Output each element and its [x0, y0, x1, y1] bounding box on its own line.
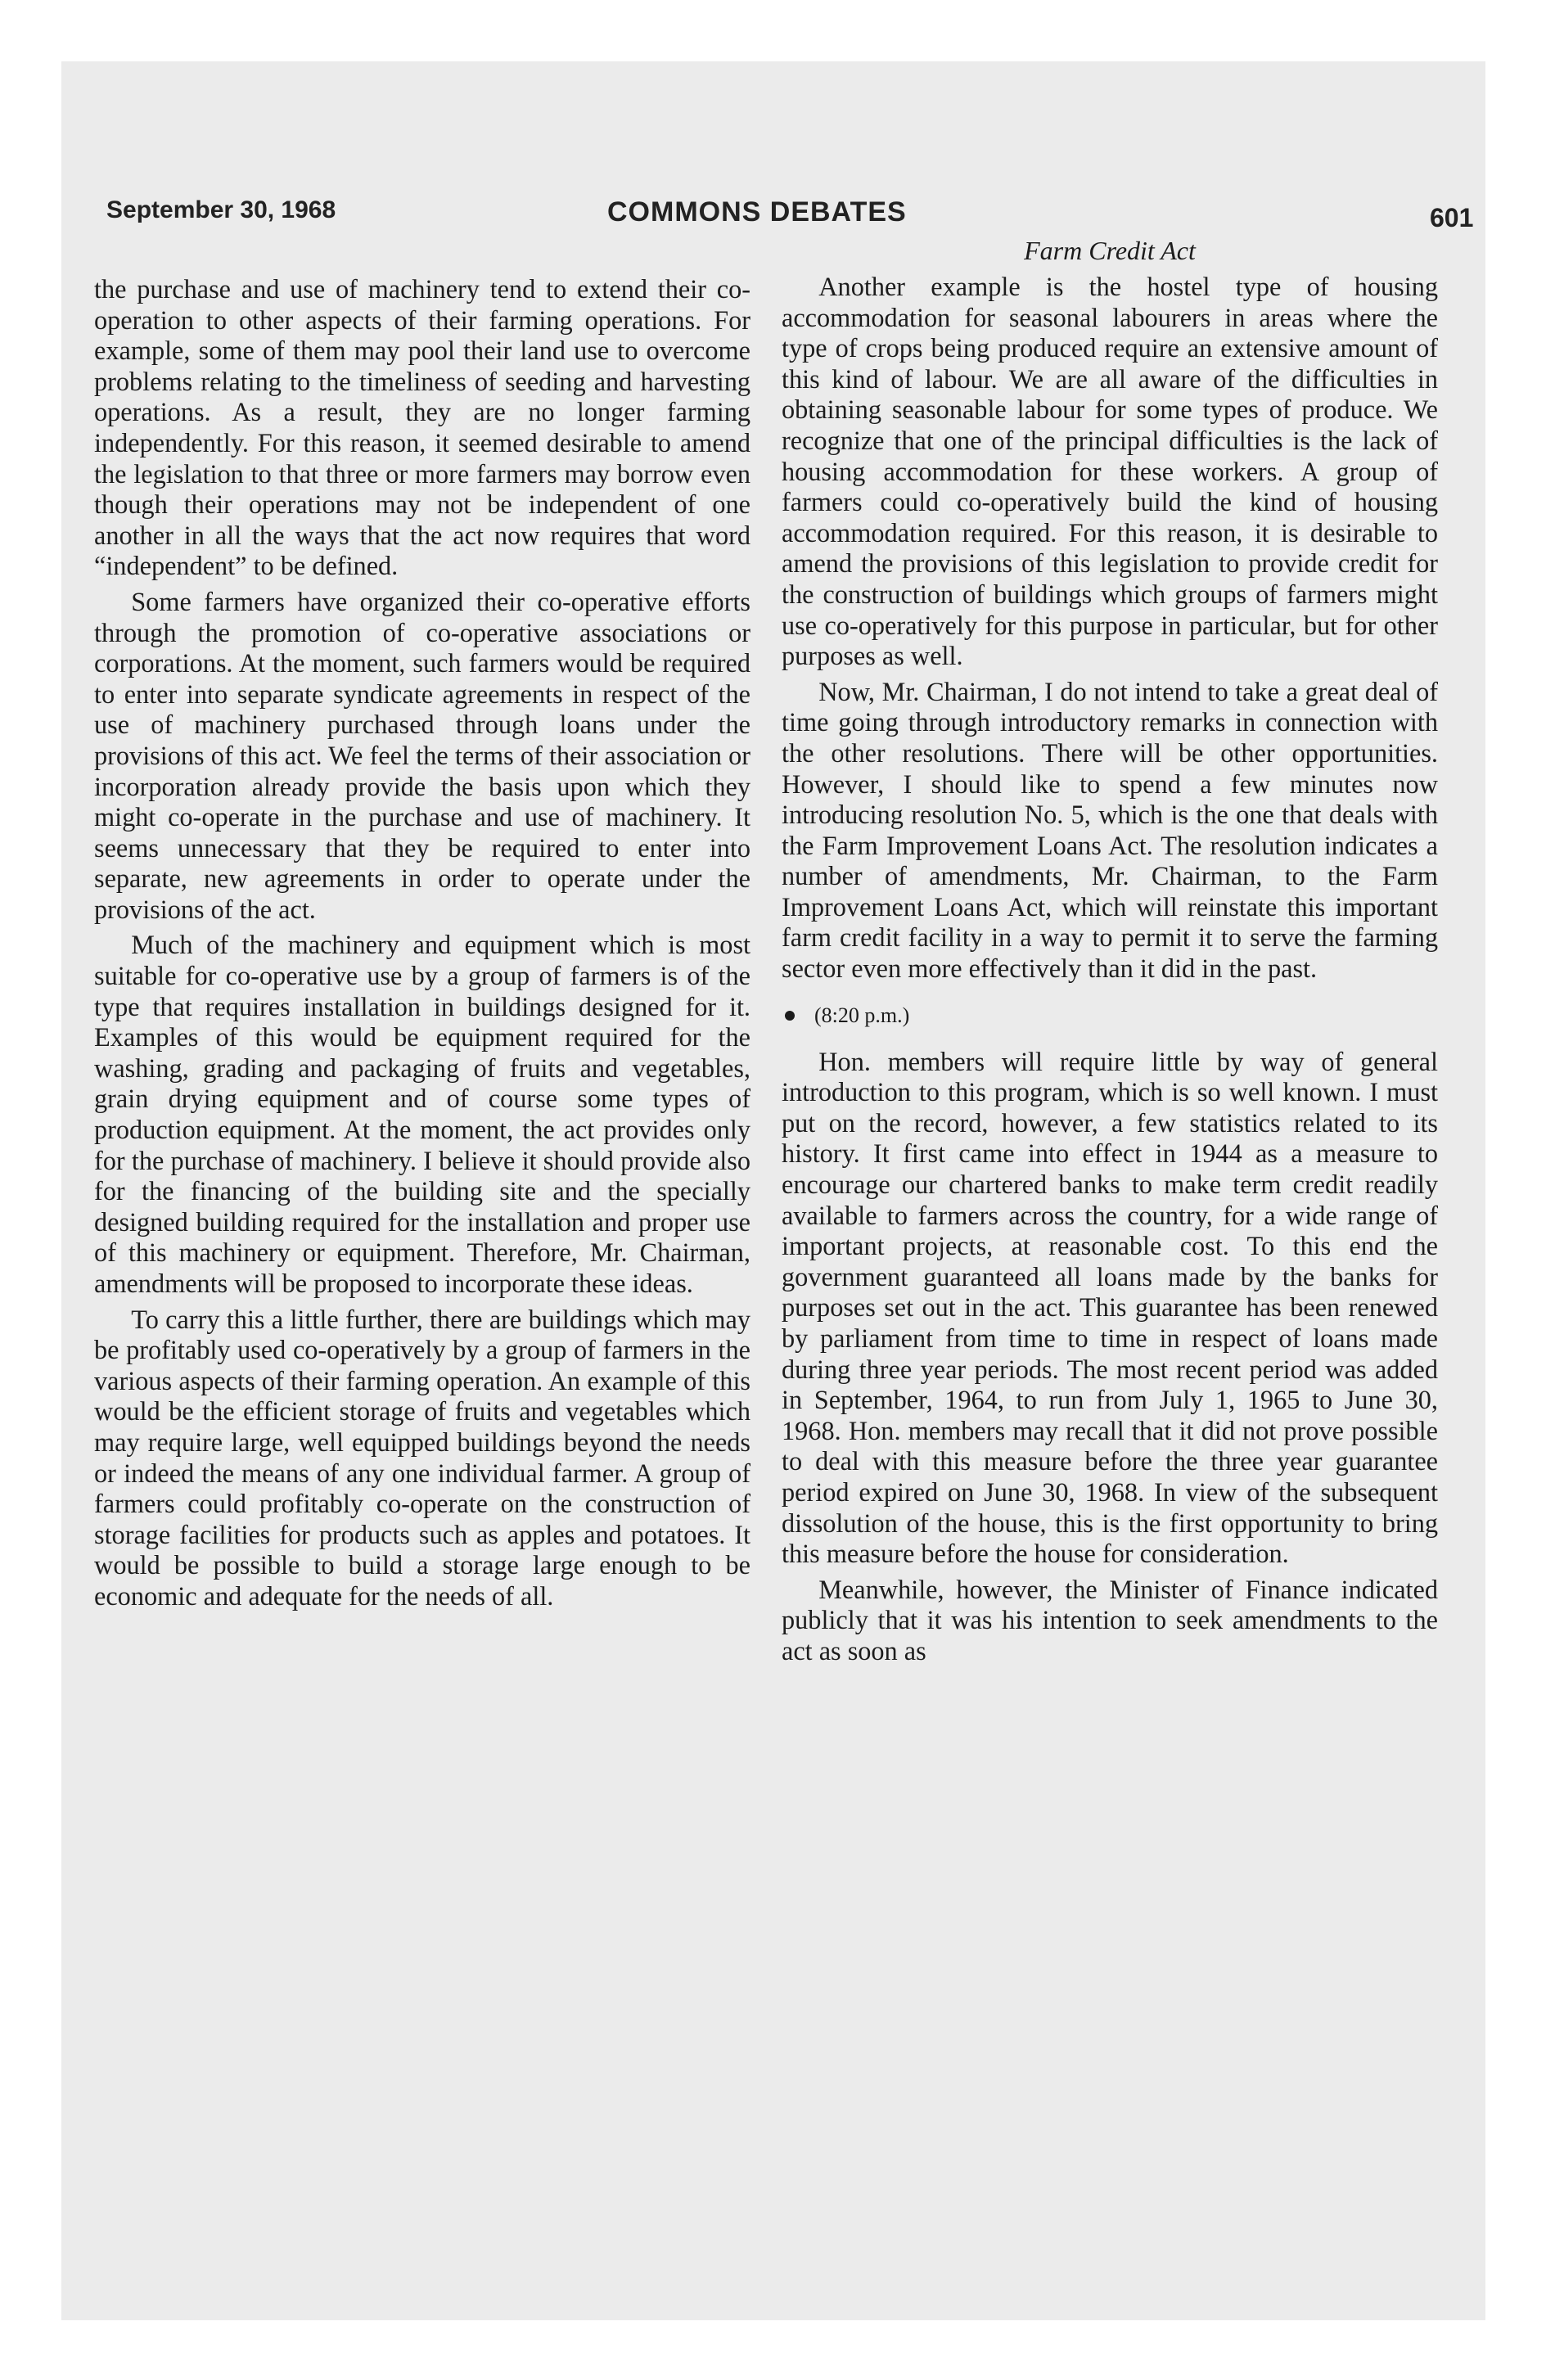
- section-subhead: Farm Credit Act: [1024, 236, 1196, 265]
- header-title: COMMONS DEBATES: [607, 196, 907, 228]
- bullet-icon: [785, 1011, 795, 1021]
- paragraph: To carry this a little further, there are buildings which may be profitably used co-operatively by a group of farmers in the various aspects of their farming operation. An example of this would be the efficient storage of fruits and vegetables which may require large, well equipped buildings beyond the needs or indeed the means of any one individual farmer. A group of farmers could profitably co-operate on the construction of storage facilities for products such as apples and potatoes. It would be possible to build a storage large enough to be economic and adequate for the needs of all.: [94, 1304, 750, 1611]
- paragraph: Some farmers have organized their co-operative efforts through the promotion of co-operative associations or corporations. At the moment, such farmers would be required to enter into separate syndicate agreements in respect of the use of machinery purchased through loans under the provisions of this act. We feel the terms of their association or incorporation already provide the basis upon which they might co-operate in the purchase and use of machinery. It seems unnecessary that they be required to enter into separate, new agreements in order to operate under the provisions of the act.: [94, 586, 750, 924]
- paragraph: Much of the machinery and equipment which is most suitable for co-operative use by a group of farmers is of the type that requires installation in buildings designed for it. Examples of this would be equipment required for the washing, grading and packaging of fruits and vegetables, grain drying equipment and of course some types of production equipment. At the moment, the act provides only for the purchase of machinery. I believe it should provide also for the financing of the building site and the specially designed building required for the installation and proper use of this machinery or equipment. Therefore, Mr. Chairman, amendments will be proposed to incorporate these ideas.: [94, 930, 750, 1298]
- paragraph: Now, Mr. Chairman, I do not intend to take a great deal of time going through introductory remarks in connection with the other resolutions. There will be other opportunities. However, I should like to spend a few minutes now introducing resolution No. 5, which is the one that deals with the Farm Improvement Loans Act. The resolution indicates a number of amendments, Mr. Chairman, to the Farm Improvement Loans Act, which will reinstate this important farm credit facility in a way to permit it to serve the farming sector even more effectively than it did in the past.: [782, 676, 1438, 984]
- header-date: September 30, 1968: [106, 196, 336, 223]
- timestamp: [782, 999, 1438, 1032]
- paragraph: Meanwhile, however, the Minister of Finance indicated publicly that it was his intention to seek amendments to the act as soon as: [782, 1574, 1438, 1666]
- left-column: [94, 274, 750, 1617]
- right-column: [782, 236, 1438, 1672]
- paragraph: the purchase and use of machinery tend to extend their co-operation to other aspects of their farming operations. For example, some of them may pool their land use to overcome problems relating to the timeliness of seeding and harvesting operations. As a result, they are no longer farming independently. For this reason, it seemed desirable to amend the legislation to that three or more farmers may borrow even though their operations may not be independent of one another in all the ways that the act now requires that word “independent” to be defined.: [94, 274, 750, 581]
- timestamp-text: (8:20 p.m.): [814, 1003, 910, 1027]
- page-number: 601: [1430, 203, 1474, 232]
- paragraph: Another example is the hostel type of housing accommodation for seasonal labourers in areas where the type of crops being produced require an extensive amount of this kind of labour. We are all aware of the difficulties in obtaining seasonable labour for some types of produce. We recognize that one of the principal difficulties is the lack of housing accommodation for these workers. A group of farmers could co-operatively build the kind of housing accommodation required. For this reason, it is desirable to amend the provisions of this legislation to provide credit for the construction of buildings which groups of farmers might use co-operatively for this purpose in particular, but for other purposes as well.: [782, 272, 1438, 671]
- paragraph: Hon. members will require little by way of general introduction to this program, which is so well known. I must put on the record, however, a few statistics related to its history. It first came into effect in 1944 as a measure to encourage our chartered banks to make term credit readily available to farmers across the country, for a wide range of important projects, at reasonable cost. To this end the government guaranteed all loans made by the banks for purposes set out in the act. This guarantee has been renewed by parliament from time to time in respect of loans made during three year periods. The most recent period was added in September, 1964, to run from July 1, 1965 to June 30, 1968. Hon. members may recall that it did not prove possible to deal with this measure before the three year guarantee period expired on June 30, 1968. In view of the subsequent dissolution of the house, this is the first opportunity to bring this measure before the house for consideration.: [782, 1046, 1438, 1569]
